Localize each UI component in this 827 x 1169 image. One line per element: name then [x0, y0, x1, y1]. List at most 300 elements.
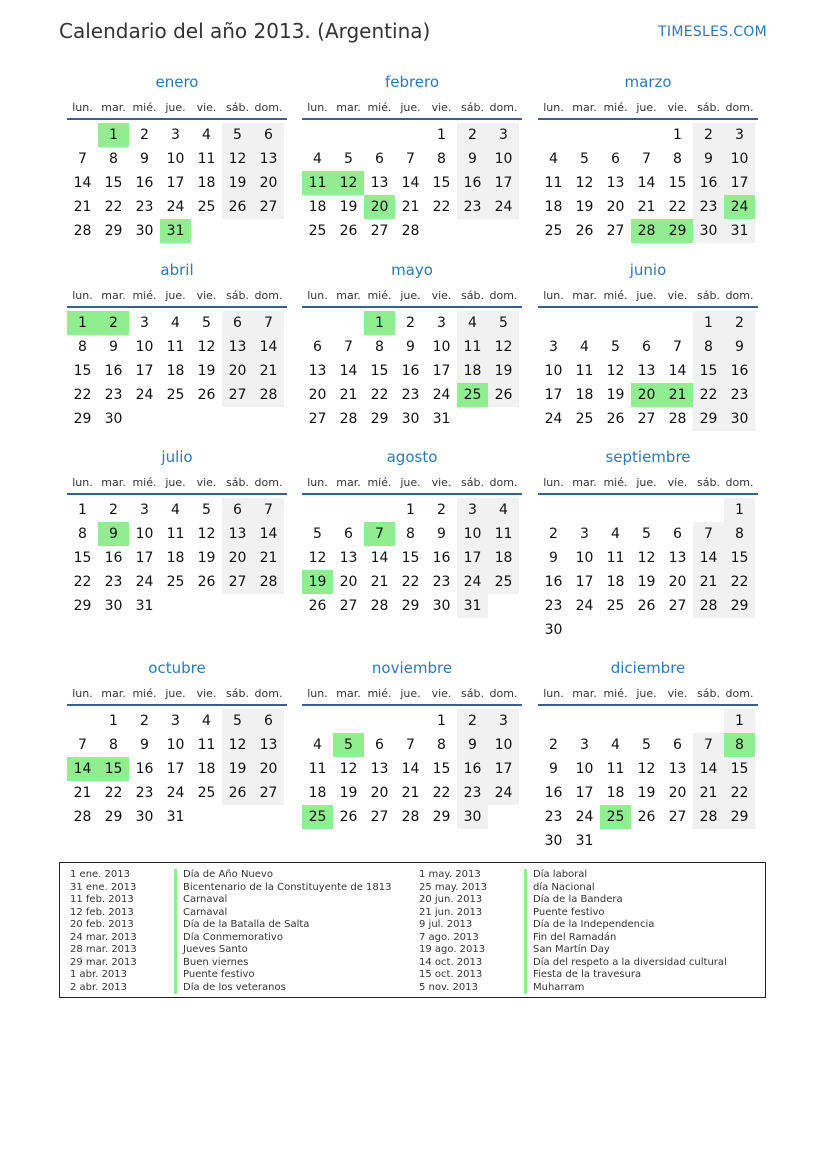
day-cell: 27: [637, 411, 656, 427]
day-cell: 19: [197, 363, 216, 379]
holiday-day-cell: 31: [160, 219, 191, 243]
empty-cell: [302, 498, 333, 522]
holiday-name: Día Conmemorativo: [174, 932, 283, 945]
day-cell: 13: [222, 335, 253, 359]
holiday-date: 20 jun. 2013: [419, 894, 483, 905]
weekday-label: mar.: [101, 101, 126, 114]
day-cell: 10: [457, 522, 488, 546]
day-cell: 31: [166, 809, 185, 825]
day-cell: 20: [606, 199, 625, 215]
day-cell: 31: [432, 411, 451, 427]
day-cell: 20: [668, 785, 687, 801]
day-cell: 24: [135, 387, 154, 403]
day-cell: 7: [673, 339, 682, 355]
empty-cell: [67, 123, 98, 147]
day-cell: 12: [488, 335, 519, 359]
day-cell: 5: [488, 311, 519, 335]
weekday-label: sáb.: [226, 289, 249, 302]
day-cell: 18: [488, 546, 519, 570]
weekday-label: mié.: [132, 289, 157, 302]
day-cell: 2: [140, 713, 149, 729]
day-cell: 5: [642, 526, 651, 542]
day-cell: 9: [693, 147, 724, 171]
holiday-day-cell: 11: [302, 171, 333, 195]
day-cell: 3: [488, 709, 519, 733]
day-cell: 9: [549, 761, 558, 777]
day-cell: 25: [575, 411, 594, 427]
day-cell: 30: [693, 219, 724, 243]
day-cell: 12: [339, 761, 358, 777]
empty-cell: [631, 311, 662, 335]
day-cell: 31: [575, 833, 594, 849]
day-cell: 4: [171, 502, 180, 518]
month-name: marzo: [624, 73, 672, 91]
holiday-day-cell: 14: [67, 757, 98, 781]
weekday-label: dom.: [254, 687, 283, 700]
day-cell: 8: [109, 737, 118, 753]
day-cell: 24: [544, 411, 563, 427]
weekday-label: mié.: [603, 289, 628, 302]
day-cell: 14: [339, 363, 358, 379]
day-cell: 20: [668, 574, 687, 590]
day-cell: 6: [253, 709, 284, 733]
day-cell: 17: [432, 363, 451, 379]
day-cell: 1: [693, 311, 724, 335]
day-grid: [302, 709, 522, 829]
empty-cell: [569, 498, 600, 522]
day-cell: 5: [611, 339, 620, 355]
empty-cell: [333, 709, 364, 733]
day-grid: [302, 311, 522, 431]
empty-cell: [395, 123, 426, 147]
weekday-label: dom.: [725, 101, 754, 114]
holiday-day-cell: 25: [457, 383, 488, 407]
weekday-label: mar.: [572, 687, 597, 700]
weekday-label: sáb.: [697, 476, 720, 489]
day-cell: 10: [135, 526, 154, 542]
weekday-label: mié.: [603, 687, 628, 700]
weekday-header: [302, 683, 522, 706]
holiday-name: Puente festivo: [174, 969, 255, 982]
weekday-label: lun.: [72, 687, 93, 700]
day-cell: 26: [197, 387, 216, 403]
empty-cell: [569, 709, 600, 733]
empty-cell: [569, 123, 600, 147]
day-cell: 17: [135, 363, 154, 379]
weekday-label: vie.: [431, 289, 452, 302]
holiday-day-cell: 1: [364, 311, 395, 335]
day-cell: 3: [437, 315, 446, 331]
day-cell: 27: [308, 411, 327, 427]
month-mayo: [302, 260, 522, 431]
empty-cell: [538, 498, 569, 522]
weekday-label: jue.: [165, 289, 186, 302]
day-cell: 3: [580, 737, 589, 753]
month-name: mayo: [391, 261, 433, 279]
weekday-label: vie.: [196, 687, 217, 700]
day-cell: 8: [406, 526, 415, 542]
weekday-label: lun.: [72, 289, 93, 302]
weekday-label: vie.: [667, 476, 688, 489]
weekday-label: mar.: [101, 289, 126, 302]
empty-cell: [364, 498, 395, 522]
weekday-label: mar.: [336, 476, 361, 489]
weekday-label: dom.: [489, 687, 518, 700]
day-cell: 13: [339, 550, 358, 566]
day-cell: 27: [253, 195, 284, 219]
weekday-label: mié.: [603, 476, 628, 489]
day-cell: 22: [370, 387, 389, 403]
weekday-label: jue.: [636, 289, 657, 302]
day-cell: 29: [73, 598, 92, 614]
day-cell: 20: [308, 387, 327, 403]
day-cell: 20: [339, 574, 358, 590]
day-cell: 2: [457, 123, 488, 147]
day-cell: 30: [135, 809, 154, 825]
day-cell: 15: [432, 175, 451, 191]
day-cell: 19: [339, 785, 358, 801]
day-cell: 10: [135, 339, 154, 355]
weekday-label: dom.: [489, 289, 518, 302]
day-cell: 4: [313, 151, 322, 167]
day-cell: 11: [544, 175, 563, 191]
weekday-label: sáb.: [697, 101, 720, 114]
empty-cell: [600, 123, 631, 147]
day-cell: 21: [73, 199, 92, 215]
day-grid: [538, 498, 758, 642]
day-cell: 30: [104, 598, 123, 614]
holiday-name: Día de los veteranos: [174, 982, 286, 995]
day-cell: 26: [606, 411, 625, 427]
day-cell: 17: [724, 171, 755, 195]
day-cell: 9: [457, 147, 488, 171]
day-cell: 13: [253, 147, 284, 171]
day-cell: 30: [544, 833, 563, 849]
day-cell: 10: [575, 761, 594, 777]
day-cell: 28: [370, 598, 389, 614]
day-cell: 24: [575, 809, 594, 825]
month-noviembre: [302, 658, 522, 829]
day-cell: 15: [432, 761, 451, 777]
month-name: julio: [161, 448, 193, 466]
weekday-label: lun.: [543, 476, 564, 489]
day-cell: 22: [104, 199, 123, 215]
day-cell: 21: [73, 785, 92, 801]
day-cell: 2: [549, 526, 558, 542]
empty-cell: [538, 123, 569, 147]
day-cell: 23: [457, 195, 488, 219]
day-cell: 13: [637, 363, 656, 379]
day-cell: 18: [308, 199, 327, 215]
empty-cell: [600, 498, 631, 522]
day-cell: 25: [197, 199, 216, 215]
holiday-day-cell: 12: [333, 171, 364, 195]
day-cell: 21: [339, 387, 358, 403]
holiday-name: Día de la Independencia: [524, 919, 654, 932]
weekday-header: [67, 285, 287, 308]
day-cell: 27: [606, 223, 625, 239]
brand-link[interactable]: TIMESLES.COM: [658, 24, 767, 40]
day-cell: 4: [202, 713, 211, 729]
holiday-day-cell: 29: [662, 219, 693, 243]
day-cell: 18: [575, 387, 594, 403]
day-cell: 13: [668, 761, 687, 777]
weekday-header: [67, 97, 287, 120]
holiday-name: Día de la Bandera: [524, 894, 623, 907]
day-cell: 11: [166, 526, 185, 542]
day-cell: 10: [166, 151, 185, 167]
day-cell: 26: [575, 223, 594, 239]
weekday-header: [538, 472, 758, 495]
day-cell: 17: [544, 387, 563, 403]
day-cell: 1: [109, 713, 118, 729]
holiday-name: Carnaval: [174, 907, 227, 920]
holiday-day-cell: 21: [662, 383, 693, 407]
day-cell: 27: [253, 781, 284, 805]
day-cell: 3: [457, 498, 488, 522]
holiday-day-cell: 19: [302, 570, 333, 594]
day-cell: 18: [197, 761, 216, 777]
weekday-label: jue.: [400, 687, 421, 700]
day-cell: 4: [611, 526, 620, 542]
empty-cell: [538, 709, 569, 733]
day-grid: [67, 709, 287, 829]
day-cell: 21: [253, 546, 284, 570]
weekday-label: sáb.: [226, 101, 249, 114]
day-cell: 13: [308, 363, 327, 379]
day-cell: 20: [253, 757, 284, 781]
day-cell: 2: [437, 502, 446, 518]
day-cell: 30: [724, 407, 755, 431]
day-cell: 17: [575, 785, 594, 801]
empty-cell: [631, 123, 662, 147]
day-cell: 6: [673, 737, 682, 753]
day-cell: 14: [637, 175, 656, 191]
day-cell: 28: [693, 594, 724, 618]
day-cell: 8: [437, 737, 446, 753]
day-cell: 7: [344, 339, 353, 355]
day-cell: 26: [637, 598, 656, 614]
weekday-label: mié.: [603, 101, 628, 114]
day-cell: 28: [253, 383, 284, 407]
month-febrero: [302, 72, 522, 243]
day-cell: 18: [197, 175, 216, 191]
weekday-label: sáb.: [226, 476, 249, 489]
month-septiembre: [538, 447, 758, 642]
day-grid: [67, 311, 287, 431]
holiday-day-cell: 2: [98, 311, 129, 335]
weekday-label: jue.: [636, 476, 657, 489]
weekday-label: lun.: [543, 289, 564, 302]
page-title: Calendario del año 2013. (Argentina): [59, 19, 431, 43]
holiday-day-cell: 20: [364, 195, 395, 219]
weekday-label: lun.: [72, 101, 93, 114]
day-cell: 8: [375, 339, 384, 355]
day-cell: 29: [724, 594, 755, 618]
empty-cell: [364, 123, 395, 147]
weekday-label: lun.: [72, 476, 93, 489]
day-cell: 16: [457, 757, 488, 781]
holiday-name: Fiesta de la travesura: [524, 969, 641, 982]
holiday-date: 25 may. 2013: [419, 881, 488, 893]
empty-cell: [67, 709, 98, 733]
day-cell: 29: [73, 411, 92, 427]
day-cell: 23: [401, 387, 420, 403]
day-cell: 6: [375, 737, 384, 753]
weekday-header: [302, 472, 522, 495]
weekday-label: vie.: [667, 101, 688, 114]
day-cell: 4: [611, 737, 620, 753]
holiday-name: Puente festivo: [524, 907, 605, 920]
weekday-label: dom.: [725, 687, 754, 700]
month-octubre: [67, 658, 287, 829]
day-cell: 16: [724, 359, 755, 383]
day-cell: 27: [339, 598, 358, 614]
weekday-label: mié.: [132, 476, 157, 489]
weekday-label: dom.: [254, 476, 283, 489]
month-name: junio: [629, 261, 667, 279]
day-cell: 22: [73, 574, 92, 590]
day-cell: 4: [171, 315, 180, 331]
month-name: abril: [160, 261, 194, 279]
day-cell: 14: [668, 363, 687, 379]
holiday-day-cell: 1: [67, 311, 98, 335]
month-name: enero: [155, 73, 199, 91]
day-cell: 5: [642, 737, 651, 753]
holiday-date: 24 mar. 2013: [70, 931, 137, 943]
day-cell: 7: [406, 151, 415, 167]
day-cell: 13: [668, 550, 687, 566]
holiday-date: 1 abr. 2013: [70, 969, 128, 980]
day-cell: 8: [437, 151, 446, 167]
holiday-date: 19 ago. 2013: [419, 944, 486, 955]
day-cell: 29: [370, 411, 389, 427]
day-cell: 9: [140, 737, 149, 753]
day-cell: 3: [140, 502, 149, 518]
day-cell: 18: [457, 359, 488, 383]
day-cell: 22: [724, 781, 755, 805]
holiday-name: Carnaval: [174, 894, 227, 907]
day-cell: 24: [166, 199, 185, 215]
day-cell: 21: [401, 199, 420, 215]
day-cell: 27: [370, 809, 389, 825]
empty-cell: [600, 709, 631, 733]
day-cell: 14: [401, 175, 420, 191]
day-cell: 19: [222, 757, 253, 781]
day-cell: 3: [580, 526, 589, 542]
day-cell: 14: [253, 522, 284, 546]
day-cell: 10: [488, 733, 519, 757]
weekday-label: dom.: [489, 476, 518, 489]
day-cell: 30: [432, 598, 451, 614]
empty-cell: [333, 123, 364, 147]
day-cell: 25: [166, 574, 185, 590]
day-cell: 5: [580, 151, 589, 167]
day-cell: 27: [370, 223, 389, 239]
day-cell: 26: [488, 383, 519, 407]
day-cell: 30: [544, 622, 563, 638]
day-cell: 12: [197, 526, 216, 542]
day-cell: 13: [370, 175, 389, 191]
day-grid: [67, 498, 287, 618]
day-cell: 7: [406, 737, 415, 753]
holiday-date: 5 nov. 2013: [419, 981, 478, 993]
day-cell: 22: [724, 570, 755, 594]
day-cell: 5: [344, 151, 353, 167]
weekday-label: sáb.: [226, 687, 249, 700]
weekday-label: lun.: [543, 101, 564, 114]
weekday-label: lun.: [307, 289, 328, 302]
day-cell: 27: [668, 598, 687, 614]
day-cell: 14: [693, 546, 724, 570]
day-cell: 15: [724, 757, 755, 781]
day-cell: 24: [575, 598, 594, 614]
day-cell: 4: [313, 737, 322, 753]
weekday-header: [538, 97, 758, 120]
day-cell: 7: [642, 151, 651, 167]
weekday-label: vie.: [196, 476, 217, 489]
day-cell: 9: [457, 733, 488, 757]
day-cell: 26: [339, 809, 358, 825]
weekday-header: [67, 683, 287, 706]
day-cell: 12: [222, 147, 253, 171]
day-cell: 3: [488, 123, 519, 147]
weekday-label: lun.: [543, 687, 564, 700]
day-cell: 3: [140, 315, 149, 331]
day-cell: 19: [488, 359, 519, 383]
month-marzo: [538, 72, 758, 243]
day-cell: 10: [724, 147, 755, 171]
day-cell: 16: [104, 550, 123, 566]
day-cell: 20: [222, 359, 253, 383]
day-cell: 4: [580, 339, 589, 355]
holiday-date: 29 mar. 2013: [70, 956, 137, 968]
weekday-label: mié.: [132, 101, 157, 114]
holiday-date: 21 jun. 2013: [419, 906, 483, 918]
day-cell: 14: [693, 757, 724, 781]
holiday-date: 9 jul. 2013: [419, 919, 473, 930]
holiday-day-cell: 15: [98, 757, 129, 781]
day-cell: 23: [544, 809, 563, 825]
day-cell: 7: [253, 311, 284, 335]
day-cell: 18: [166, 363, 185, 379]
day-cell: 16: [401, 363, 420, 379]
day-cell: 12: [637, 761, 656, 777]
day-cell: 30: [104, 411, 123, 427]
day-cell: 6: [642, 339, 651, 355]
day-cell: 30: [457, 805, 488, 829]
empty-cell: [302, 709, 333, 733]
day-cell: 6: [253, 123, 284, 147]
day-cell: 6: [313, 339, 322, 355]
day-cell: 18: [544, 199, 563, 215]
month-name: diciembre: [610, 659, 686, 677]
empty-cell: [569, 311, 600, 335]
weekday-label: lun.: [307, 687, 328, 700]
day-cell: 21: [693, 570, 724, 594]
empty-cell: [662, 311, 693, 335]
day-cell: 16: [457, 171, 488, 195]
day-cell: 5: [222, 709, 253, 733]
day-cell: 14: [253, 335, 284, 359]
day-cell: 5: [313, 526, 322, 542]
day-cell: 21: [401, 785, 420, 801]
month-name: septiembre: [605, 448, 691, 466]
weekday-header: [302, 285, 522, 308]
day-cell: 16: [544, 785, 563, 801]
weekday-label: vie.: [431, 476, 452, 489]
day-cell: 21: [637, 199, 656, 215]
